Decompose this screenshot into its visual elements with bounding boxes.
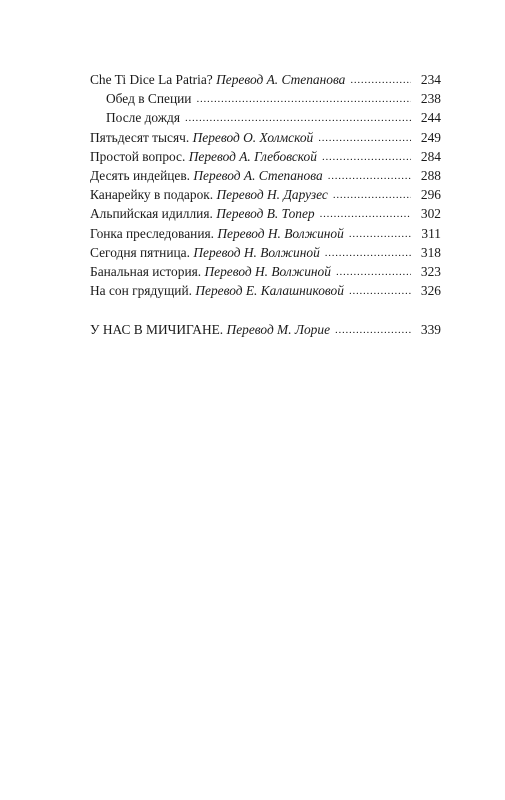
toc-dot-leader (328, 167, 411, 186)
toc-dot-leader (318, 129, 411, 148)
toc-entry-translator: Перевод О. Холмской (192, 129, 314, 145)
toc-entry-page: 302 (420, 206, 441, 222)
toc-entry-translator: Перевод А. Степанова (216, 72, 346, 87)
toc-dot-leader (196, 90, 411, 109)
toc-entry (90, 185, 441, 204)
toc-entry-page: 284 (420, 148, 441, 164)
toc-entry-page: 339 (420, 322, 441, 338)
toc-entry (90, 108, 441, 127)
toc-entry-title-text: На сон грядущий. (90, 283, 192, 299)
toc-entry-page: 244 (420, 110, 441, 126)
toc-entry-michigan (90, 320, 441, 339)
toc-entry (90, 224, 441, 243)
toc-entry-page: 296 (420, 187, 441, 203)
toc-entry (90, 89, 441, 108)
toc-entry-translator: Перевод А. Степанова (193, 167, 323, 183)
toc-entry-title (90, 89, 191, 108)
toc-entry-title (90, 281, 344, 300)
toc-entry-translator: Перевод М. Лорие (226, 322, 331, 338)
toc-dot-leader (336, 263, 411, 282)
toc-entry-title-text: У НАС В МИЧИГАНЕ. (90, 322, 224, 338)
toc-entry-translator: Перевод Н. Дарузес (216, 187, 328, 203)
toc-entry-title (90, 224, 344, 243)
toc-entry-title (90, 185, 328, 204)
toc-entry (90, 204, 441, 223)
toc-entry (90, 166, 441, 185)
toc-entry (90, 243, 441, 262)
toc-dot-leader (333, 186, 411, 205)
toc-entry-title-text: Обед в Специи (106, 91, 192, 107)
toc-entry-title-text: Альпийская идиллия. (90, 206, 213, 222)
toc-dot-leader (349, 282, 411, 301)
toc-entry-translator: Перевод А. Глебовской (188, 148, 317, 164)
toc-dot-leader (320, 205, 411, 224)
toc-entry-page: 234 (420, 72, 441, 87)
toc-dot-leader (185, 109, 411, 128)
toc-entry-title-text: После дождя (106, 110, 181, 126)
toc-entry-title-text: Гонка преследования. (90, 225, 214, 241)
toc-entry-title-text: Che Ti Dice La Patria? (90, 72, 213, 87)
table-of-contents (90, 70, 441, 339)
toc-entry-title (90, 108, 180, 127)
toc-dot-leader (349, 225, 411, 244)
toc-entry-title (90, 166, 323, 185)
toc-entry-title-text: Банальная история. (90, 263, 202, 279)
toc-entry-translator: Перевод Н. Волжиной (193, 244, 320, 260)
toc-entry-title (90, 262, 331, 281)
toc-entry-title-text: Десять индейцев. (90, 167, 191, 183)
toc-entry-title-text: Канарейку в подарок. (90, 187, 214, 203)
toc-entry-page: 326 (420, 283, 441, 299)
toc-entry-page: 288 (420, 167, 441, 183)
toc-entry (90, 128, 441, 147)
toc-dot-leader (335, 321, 411, 340)
toc-list (90, 70, 441, 300)
toc-entry-translator: Перевод Е. Калашниковой (195, 283, 344, 299)
toc-entry-page: 311 (421, 225, 441, 241)
toc-entry-title (90, 128, 313, 147)
toc-entry-page: 323 (420, 263, 441, 279)
toc-entry-page: 238 (420, 91, 441, 107)
section-gap (90, 300, 441, 320)
toc-entry-title (90, 243, 320, 262)
toc-entry-title (90, 147, 317, 166)
toc-entry-title (90, 320, 330, 339)
toc-dot-leader (325, 244, 411, 263)
toc-entry-translator: Перевод В. Топер (216, 206, 315, 222)
toc-entry-title-text: Простой вопрос. (90, 148, 186, 164)
toc-entry-page: 249 (420, 129, 441, 145)
toc-entry-title (90, 204, 315, 223)
toc-entry (90, 281, 441, 300)
toc-entry-page: 318 (420, 244, 441, 260)
toc-entry (90, 70, 441, 89)
toc-entry-title (90, 70, 345, 89)
toc-entry-translator: Перевод Н. Волжиной (204, 263, 331, 279)
toc-dot-leader (322, 148, 411, 167)
toc-dot-leader (350, 71, 411, 90)
toc-entry-title-text: Сегодня пятница. (90, 244, 190, 260)
toc-entry (90, 147, 441, 166)
toc-entry (90, 262, 441, 281)
toc-entry-translator: Перевод Н. Волжиной (217, 225, 344, 241)
toc-entry-title-text: Пятьдесят тысяч. (90, 129, 190, 145)
